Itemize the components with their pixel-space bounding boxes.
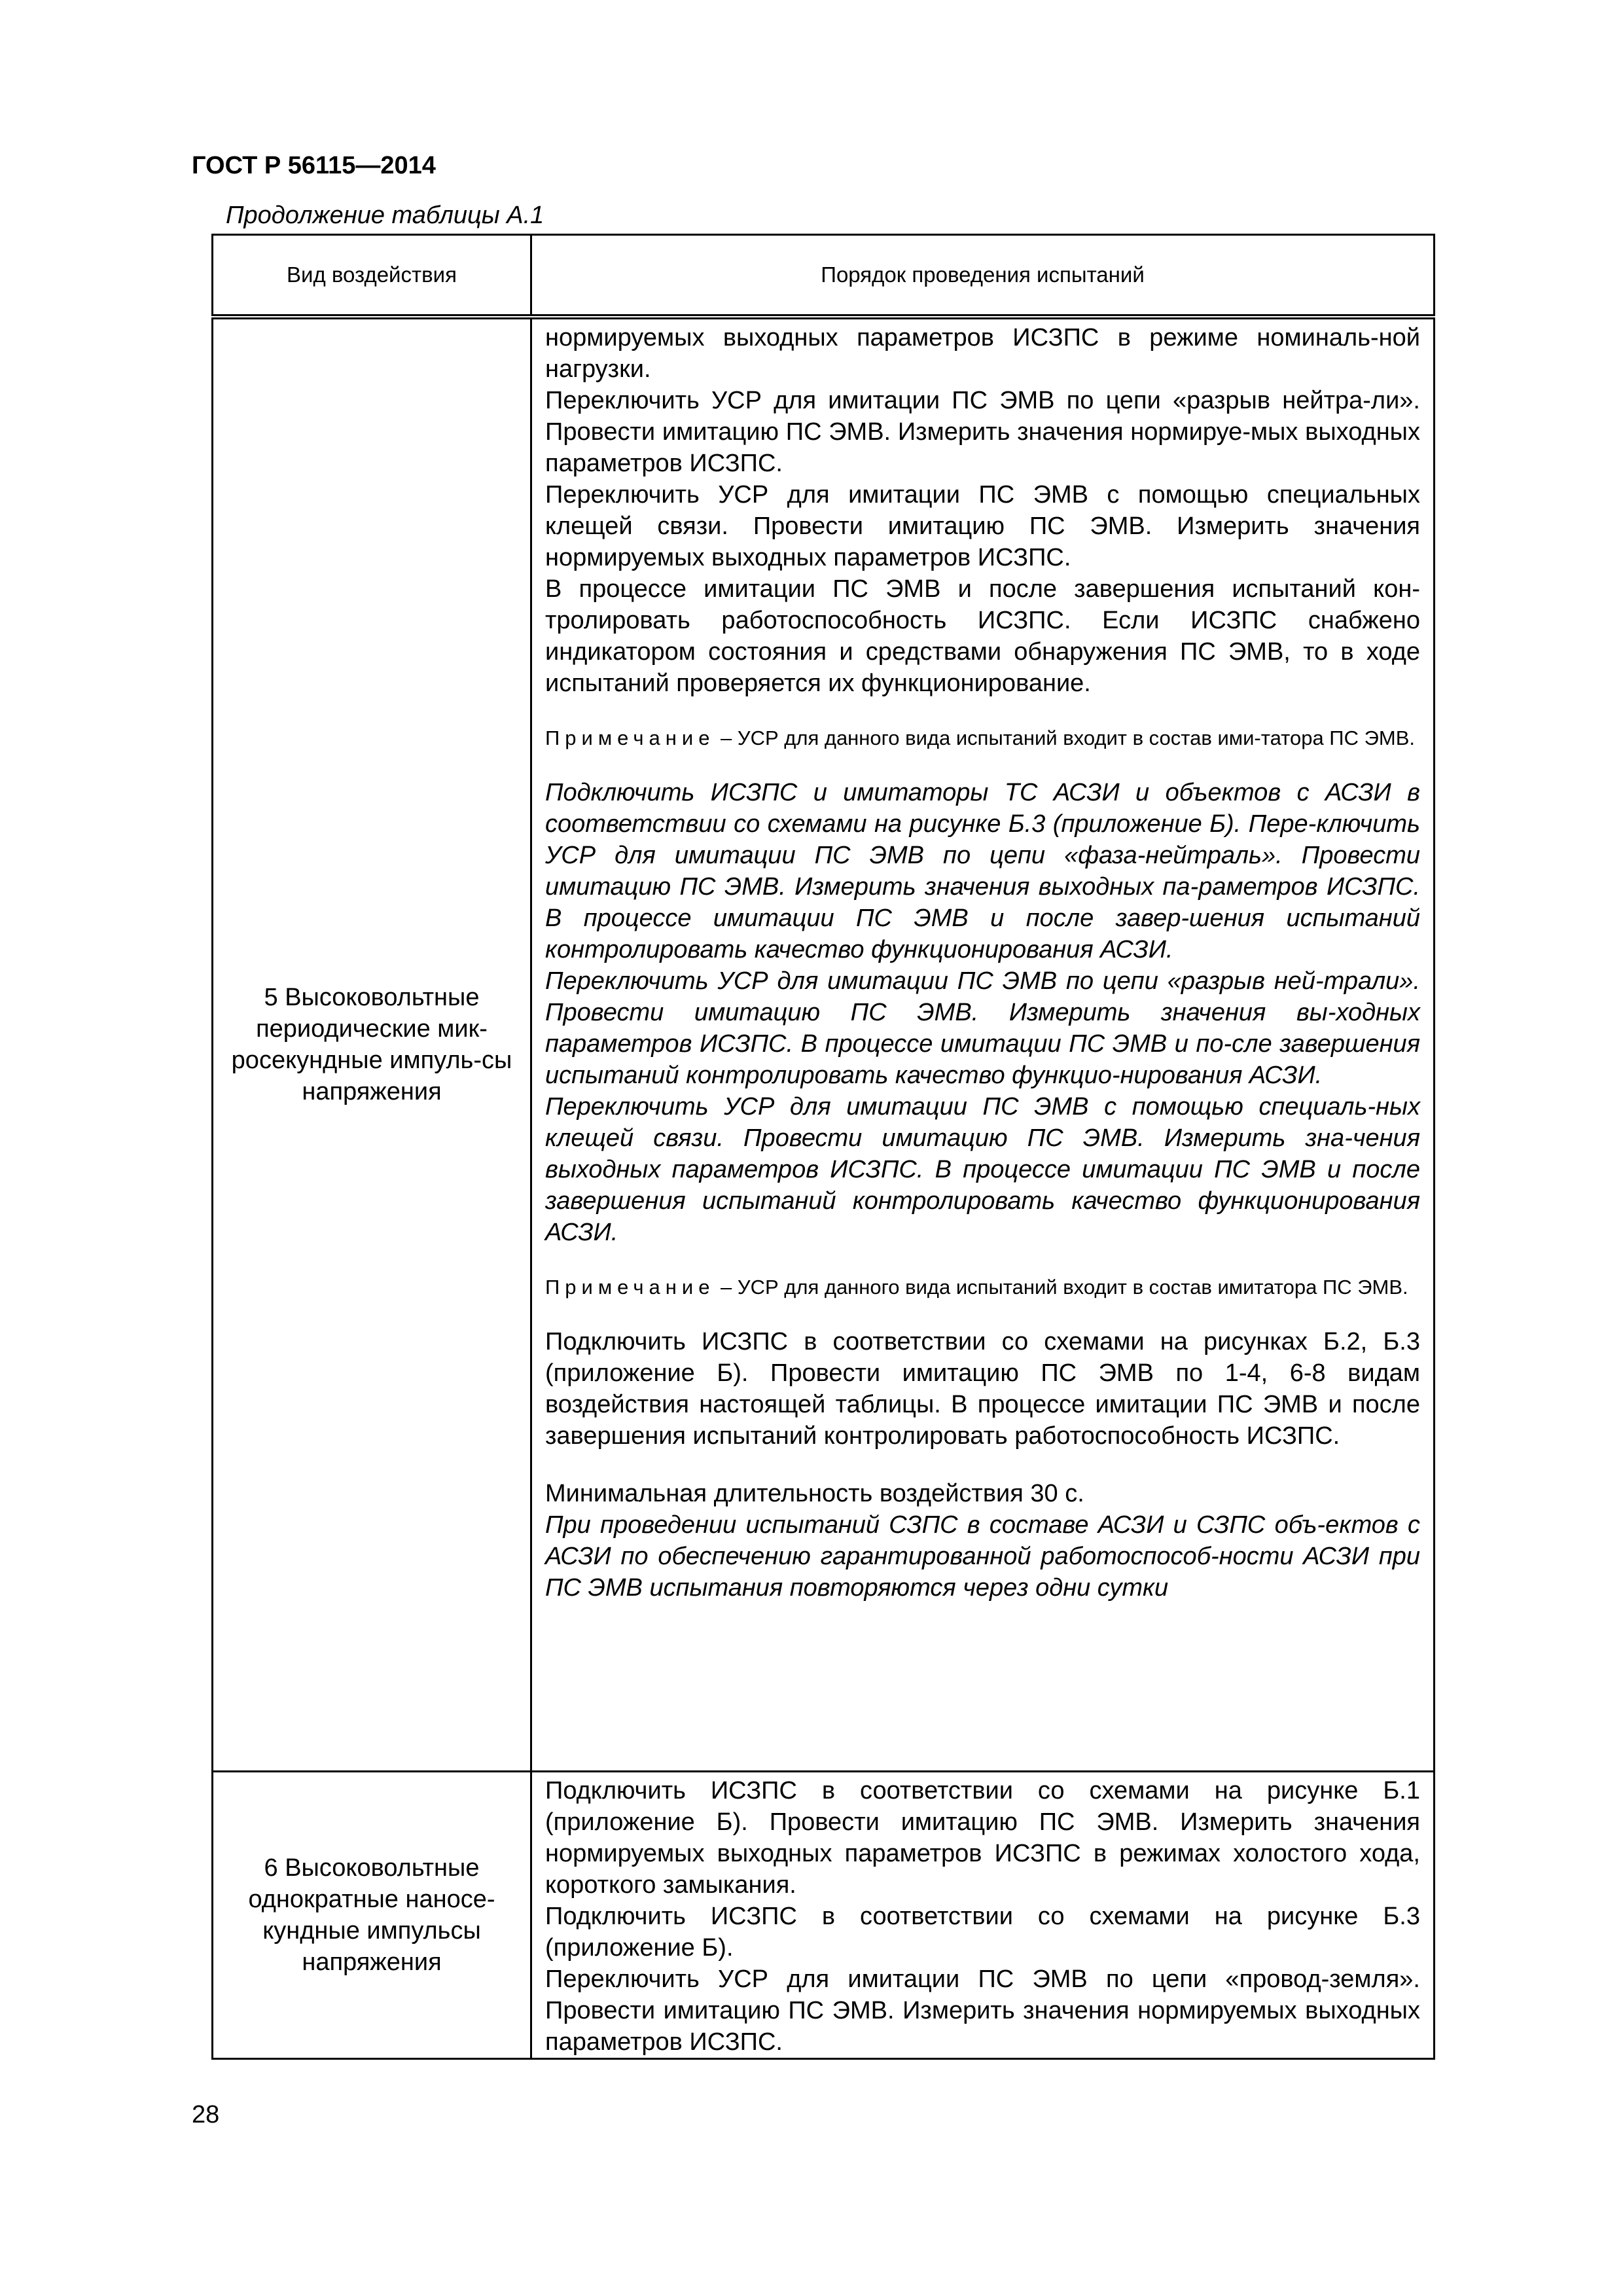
test-procedures-table bbox=[211, 234, 1435, 2060]
procedure-paragraph: Переключить УСР для имитации ПС ЭМВ по цепи «провод-земля». Провести имитацию ПС ЭМВ. Измерить значения нормируемых выходных параметров ИСЗПС. bbox=[545, 1965, 1420, 2056]
procedure-paragraph: Переключить УСР для имитации ПС ЭМВ по цепи «разрыв нейтра-ли». Провести имитацию ПС ЭМВ. Измерить значения нормируе-мых выходных параметров ИСЗПС. bbox=[545, 387, 1420, 477]
impact-type-cell: 5 Высоковольтные периодические мик-росекундные импуль-сы напряжения bbox=[213, 317, 531, 1771]
note-text: – УСР для данного вида испытаний входит в состав имитатора ПС ЭМВ. bbox=[715, 1276, 1408, 1299]
procedure-paragraph: Подключить ИСЗПС в соответствии со схемами на рисунке Б.1 (приложение Б). Провести имитацию ПС ЭМВ. Измерить значения нормируемых выходных параметров ИСЗПС в режимах холостого хода, короткого замыкания. bbox=[545, 1776, 1420, 1899]
column-header-impact: Вид воздействия bbox=[213, 235, 531, 317]
procedure-paragraph: нормируемых выходных параметров ИСЗПС в режиме номиналь-ной нагрузки. bbox=[545, 324, 1420, 383]
note bbox=[545, 725, 1420, 751]
note-label: Примечание bbox=[545, 726, 715, 749]
table-header-row bbox=[213, 235, 1435, 317]
table-row bbox=[213, 317, 1435, 1771]
procedure-paragraph-italic: При проведении испытаний СЗПС в составе АСЗИ и СЗПС объ-ектов с АСЗИ по обеспечению гарантированной работоспособ-ности АСЗИ при ПС ЭМВ испытания повторяются через одни сутки bbox=[545, 1511, 1420, 1602]
column-header-procedure: Порядок проведения испытаний bbox=[531, 235, 1435, 317]
table-row bbox=[213, 1771, 1435, 2058]
document-title: ГОСТ Р 56115—2014 bbox=[192, 152, 436, 179]
impact-type-cell: 6 Высоковольтные однократные наносе-кундные импульсы напряжения bbox=[213, 1771, 531, 2058]
procedure-cell bbox=[531, 1771, 1435, 2058]
procedure-cell bbox=[531, 317, 1435, 1771]
note bbox=[545, 1274, 1420, 1300]
procedure-paragraph-italic: Переключить УСР для имитации ПС ЭМВ с помощью специаль-ных клещей связи. Провести имитацию ПС ЭМВ. Измерить зна-чения выходных параметров ИСЗПС. В процессе имитации ПС ЭМВ и после завершения испытаний контролировать качество функционирования АСЗИ. bbox=[545, 1093, 1420, 1246]
procedure-paragraph: Подключить ИСЗПС в соответствии со схемами на рисунке Б.3 (приложение Б). bbox=[545, 1902, 1420, 1962]
page-number: 28 bbox=[192, 2101, 220, 2128]
procedure-paragraph: Переключить УСР для имитации ПС ЭМВ с помощью специальных клещей связи. Провести имитацию ПС ЭМВ. Измерить значения нормируемых выходных параметров ИСЗПС. bbox=[545, 481, 1420, 571]
procedure-paragraph-italic: Переключить УСР для имитации ПС ЭМВ по цепи «разрыв ней-трали». Провести имитацию ПС ЭМВ. Измерить значения вы-ходных параметров ИСЗПС. В процессе имитации ПС ЭМВ и по-сле завершения испытаний контролировать качество функцио-нирования АСЗИ. bbox=[545, 967, 1420, 1089]
table-caption: Продолжение таблицы А.1 bbox=[226, 202, 544, 229]
procedure-paragraph: Подключить ИСЗПС в соответствии со схемами на рисунках Б.2, Б.3 (приложение Б). Провести имитацию ПС ЭМВ по 1-4, 6-8 видам воздействия настоящей таблицы. В процессе имитации ПС ЭМВ и после завершения испытаний контролировать работоспособность ИСЗПС. bbox=[545, 1328, 1420, 1450]
procedure-paragraph: Минимальная длительность воздействия 30 с. bbox=[545, 1480, 1084, 1507]
procedure-paragraph: В процессе имитации ПС ЭМВ и после завершения испытаний кон-тролировать работоспособность ИСЗПС. Если ИСЗПС снабжено индикатором состояния и средствами обнаружения ПС ЭМВ, то в ходе испытаний проверяется их функционирование. bbox=[545, 575, 1420, 697]
procedure-paragraph-italic: Подключить ИСЗПС и имитаторы ТС АСЗИ и объектов с АСЗИ в соответствии со схемами на рисунке Б.3 (приложение Б). Пере-ключить УСР для имитации ПС ЭМВ по цепи «фаза-нейтраль». Провести имитацию ПС ЭМВ. Измерить значения выходных па-раметров ИСЗПС. В процессе имитации ПС ЭМВ и после завер-шения испытаний контролировать качество функционирования АСЗИ. bbox=[545, 779, 1420, 963]
note-label: Примечание bbox=[545, 1276, 715, 1299]
note-text: – УСР для данного вида испытаний входит в состав ими-татора ПС ЭМВ. bbox=[715, 726, 1415, 749]
